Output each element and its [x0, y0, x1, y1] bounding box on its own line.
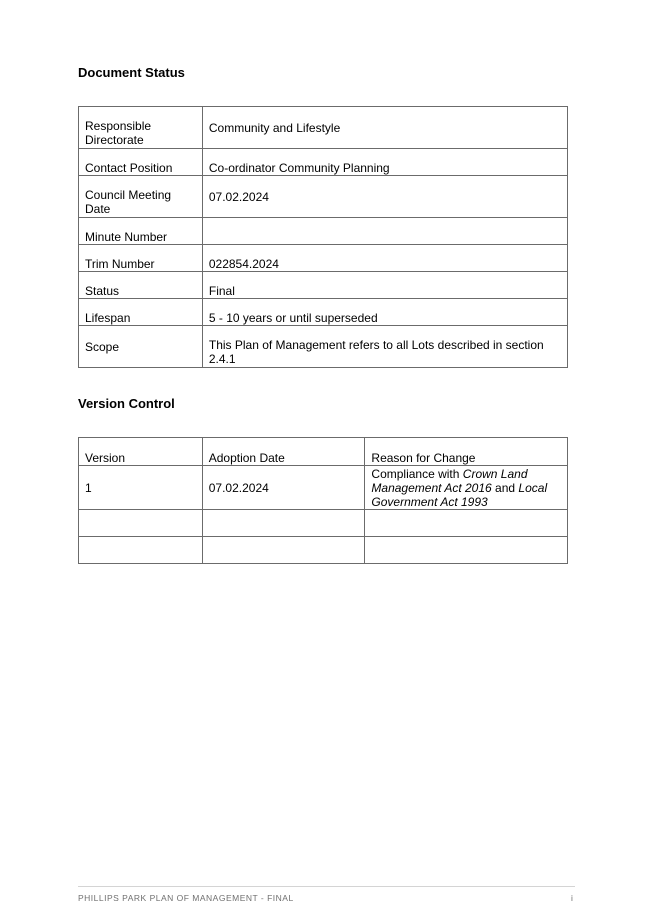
column-header-adoption-date: Adoption Date — [202, 438, 365, 466]
status-value — [202, 218, 567, 245]
adoption-date-cell: 07.02.2024 — [202, 466, 365, 510]
status-label: Contact Position — [79, 149, 203, 176]
reason-cell — [365, 537, 568, 564]
footer-title: PHILLIPS PARK PLAN OF MANAGEMENT - FINAL — [78, 893, 294, 903]
column-header-reason: Reason for Change — [365, 438, 568, 466]
reason-cell — [365, 510, 568, 537]
footer-divider — [78, 886, 575, 887]
status-label: Lifespan — [79, 299, 203, 326]
status-label: Scope — [79, 326, 203, 368]
page-number: i — [571, 893, 573, 903]
document-status-table — [78, 106, 568, 368]
version-control-heading: Version Control — [78, 396, 175, 411]
status-value: This Plan of Management refers to all Lots described in section 2.4.1 — [202, 326, 567, 368]
status-value: 5 - 10 years or until superseded — [202, 299, 567, 326]
reason-text: and — [491, 481, 519, 495]
status-label: Minute Number — [79, 218, 203, 245]
status-value: Community and Lifestyle — [202, 107, 567, 149]
status-label: Status — [79, 272, 203, 299]
column-header-version: Version — [79, 438, 203, 466]
version-cell — [79, 510, 203, 537]
status-value: Final — [202, 272, 567, 299]
version-cell — [79, 537, 203, 564]
version-control-table — [78, 437, 568, 564]
status-value: 022854.2024 — [202, 245, 567, 272]
document-status-heading: Document Status — [78, 65, 185, 80]
reason-act-name: Crown Land Management Act 2016 — [371, 467, 528, 495]
status-label: Responsible Directorate — [79, 107, 203, 149]
status-value: Co-ordinator Community Planning — [202, 149, 567, 176]
reason-text: Compliance with — [371, 467, 463, 481]
reason-cell — [365, 466, 568, 510]
status-value: 07.02.2024 — [202, 176, 567, 218]
adoption-date-cell — [202, 510, 365, 537]
status-label: Trim Number — [79, 245, 203, 272]
status-label: Council Meeting Date — [79, 176, 203, 218]
version-cell: 1 — [79, 466, 203, 510]
adoption-date-cell — [202, 537, 365, 564]
reason-act-name: Local Government Act 1993 — [371, 481, 548, 509]
